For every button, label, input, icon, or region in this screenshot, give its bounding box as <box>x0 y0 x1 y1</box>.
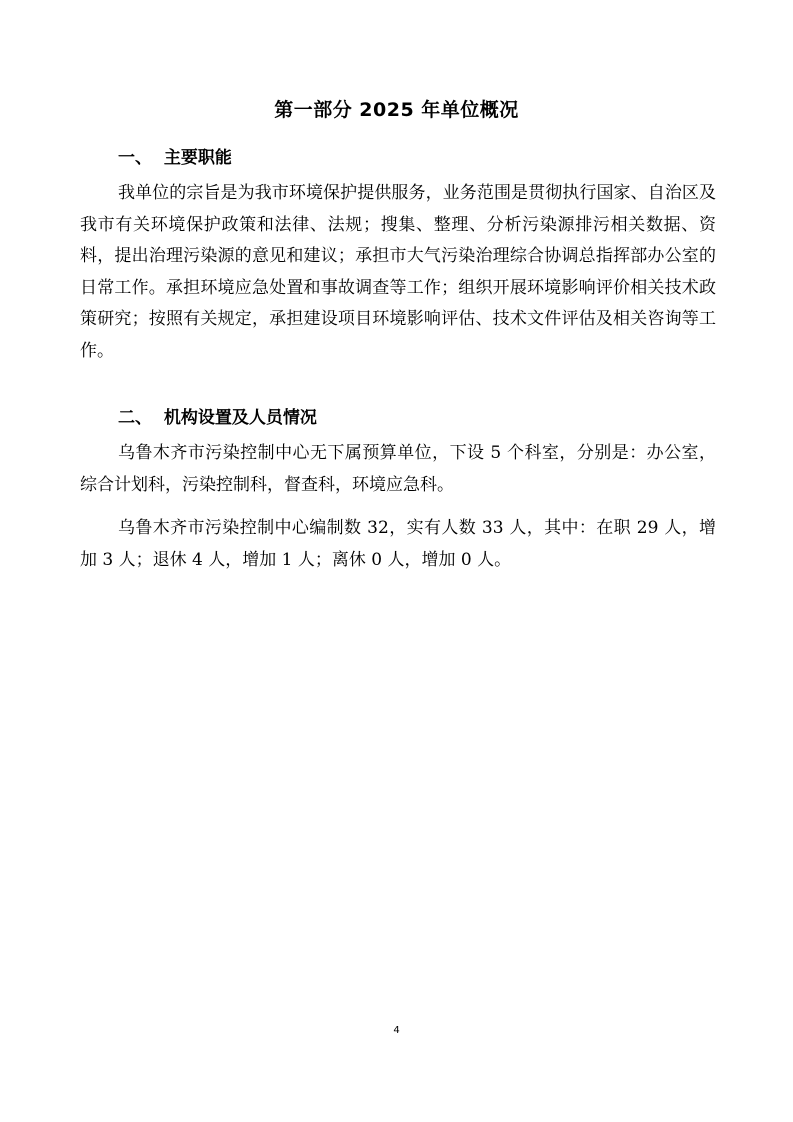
section-heading-organization-staff: 二、 机构设置及人员情况 <box>118 408 317 428</box>
organization-paragraph: 乌鲁木齐市污染控制中心无下属预算单位，下设 5 个科室，分别是：办公室，综合计划科，污染控制科，督查科，环境应急科。 <box>80 443 716 495</box>
page-title: 第一部分 2025 年单位概况 <box>274 99 519 121</box>
page-number: 4 <box>393 1025 400 1036</box>
main-functions-paragraph: 我单位的宗旨是为我市环境保护提供服务，业务范围是贯彻执行国家、自治区及我市有关环境保护政策和法律、法规；搜集、整理、分析污染源排污相关数据、资料，提出治理污染源的意见和建议；承担市大气污染治理综合协调总指挥部办公室的日常工作。承担环境应急处置和事故调查等工作；组织开展环境影响评价相关技术政策研究；按照有关规定，承担建设项目环境影响评估、技术文件评估及相关咨询等工作。 <box>80 183 716 361</box>
staffing-paragraph: 乌鲁木齐市污染控制中心编制数 32，实有人数 33 人，其中：在职 29 人，增加 3 人；退休 4 人，增加 1 人；离休 0 人，增加 0 人。 <box>80 518 716 570</box>
section-heading-main-functions: 一、 主要职能 <box>118 148 232 168</box>
